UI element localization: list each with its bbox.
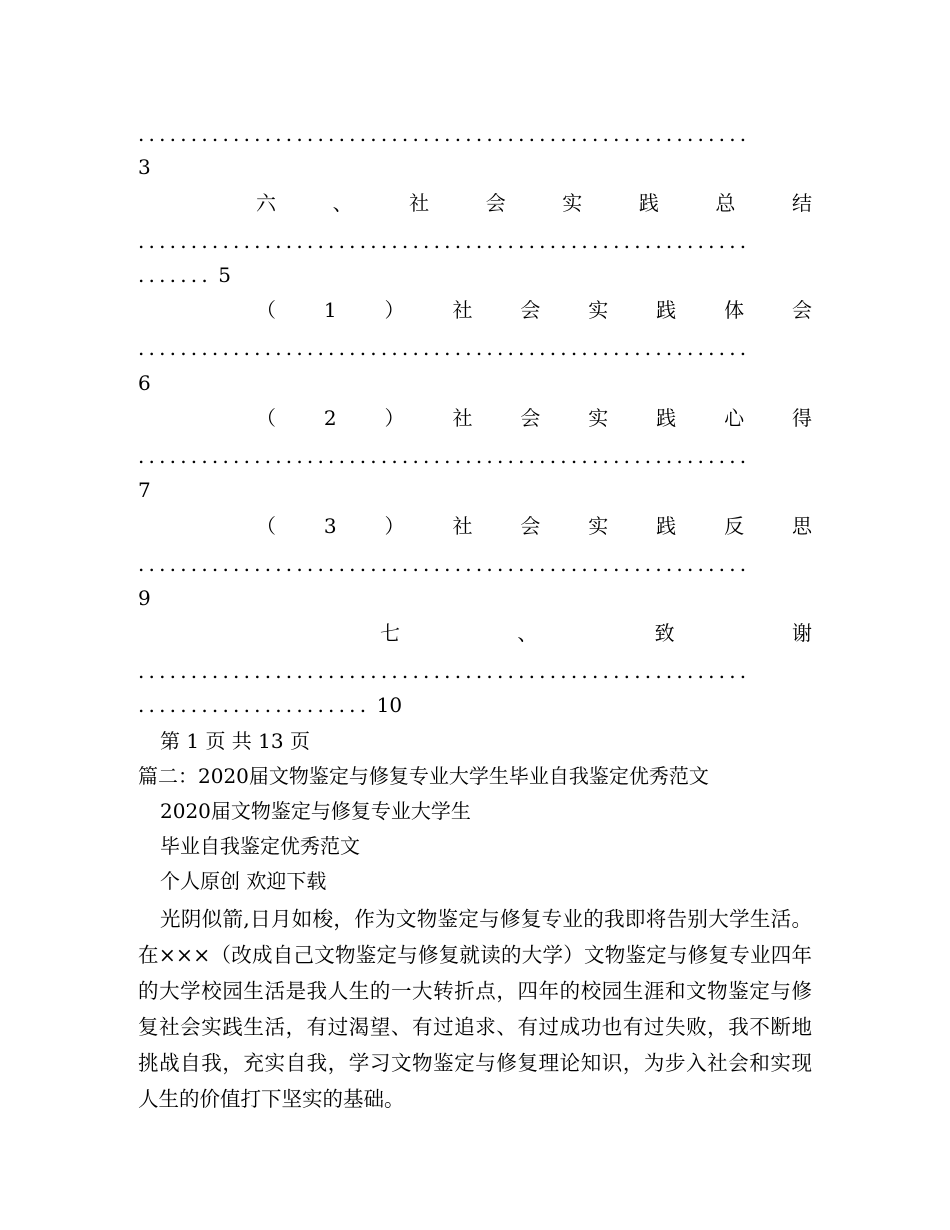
toc-char: 反	[724, 514, 745, 538]
toc-char: 致	[654, 621, 675, 645]
toc-dot-leader: ..........................................................	[138, 336, 751, 360]
toc-dot-leader: ..........................................................	[138, 444, 751, 468]
toc-page-number: 9	[138, 586, 151, 610]
toc-char: 实	[562, 191, 583, 215]
toc-char: 2	[323, 406, 337, 430]
toc-char: 得	[791, 406, 812, 430]
article-byline: 个人原创 欢迎下载	[160, 869, 327, 893]
toc-entry-practice-reflection	[256, 512, 812, 540]
toc-char: 践	[656, 514, 677, 538]
toc-char: （	[256, 514, 276, 538]
toc-page-number: 6	[138, 371, 151, 395]
toc-entry-practice-insights	[256, 404, 812, 432]
toc-dot-leader: .......	[138, 263, 212, 287]
toc-char: 思	[791, 514, 812, 538]
toc-char: ）	[384, 514, 405, 538]
toc-char: 总	[715, 191, 736, 215]
toc-dot-leader: ..........................................................	[138, 122, 751, 146]
toc-char: 谢	[791, 621, 812, 645]
toc-entry-social-practice-summary	[256, 189, 812, 217]
toc-char: 、	[517, 621, 538, 645]
toc-entry-acknowledgements	[380, 619, 812, 647]
toc-char: ）	[384, 298, 405, 322]
toc-char: （	[256, 298, 276, 322]
toc-char: 会	[520, 298, 541, 322]
toc-char: 践	[656, 406, 677, 430]
article-body	[138, 901, 812, 1117]
toc-char: 社	[452, 298, 473, 322]
article-title-line-1: 2020届文物鉴定与修复专业大学生	[160, 799, 471, 823]
toc-char: 、	[332, 191, 353, 215]
toc-page-number: 3	[138, 155, 151, 179]
toc-char: 体	[724, 298, 745, 322]
toc-page-number: 10	[376, 693, 403, 717]
toc-page-number: 5	[218, 263, 231, 287]
toc-char: 结	[791, 191, 812, 215]
article-title-line-2: 毕业自我鉴定优秀范文	[160, 834, 360, 858]
toc-dot-leader: ..........................................................	[138, 659, 751, 683]
toc-char: 社	[409, 191, 430, 215]
toc-dot-leader: ..........................................................	[138, 229, 751, 253]
toc-char: 会	[520, 514, 541, 538]
toc-char: 七	[380, 621, 400, 645]
page-footer: 第 1 页 共 13 页	[160, 729, 310, 753]
toc-char: 会	[520, 406, 541, 430]
toc-char: （	[256, 406, 276, 430]
toc-char: 会	[485, 191, 506, 215]
toc-dot-leader: ..........................................................	[138, 552, 751, 576]
toc-entry-practice-experience	[256, 296, 812, 324]
toc-char: 实	[588, 298, 609, 322]
toc-char: 社	[452, 514, 473, 538]
toc-page-number: 7	[138, 478, 151, 502]
toc-char: 实	[588, 514, 609, 538]
toc-char: 1	[323, 298, 337, 322]
toc-char: 六	[256, 191, 276, 215]
toc-char: 3	[323, 514, 337, 538]
toc-char: 心	[724, 406, 745, 430]
toc-char: 会	[791, 298, 812, 322]
body-paragraph: 光阴似箭,日月如梭，作为文物鉴定与修复专业的我即将告别大学生活。在×××（改成自己文物鉴定与修复就读的大学）文物鉴定与修复专业四年的大学校园生活是我人生的一大转折点，四年的校园生涯和文物鉴定与修复社会实践生活，有过渴望、有过追求、有过成功也有过失败，我不断地挑战自我，充实自我，学习文物鉴定与修复理论知识，为步入社会和实现人生的价值打下坚实的基础。	[138, 907, 812, 1111]
toc-char: 实	[588, 406, 609, 430]
toc-char: 践	[656, 298, 677, 322]
toc-dot-leader-with-page	[138, 261, 812, 289]
toc-char: ）	[384, 406, 405, 430]
toc-char: 社	[452, 406, 473, 430]
section-heading: 篇二：2020届文物鉴定与修复专业大学生毕业自我鉴定优秀范文	[138, 764, 709, 788]
toc-dot-leader-with-page	[138, 691, 812, 719]
toc-dot-leader: ......................	[138, 693, 371, 717]
toc-char: 践	[638, 191, 659, 215]
